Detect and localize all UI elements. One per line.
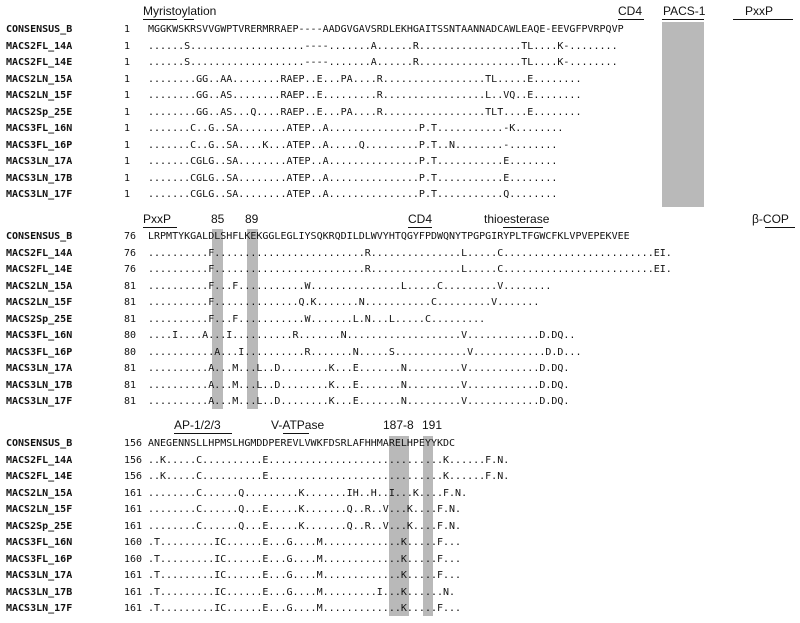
start-position: 1 <box>124 40 131 52</box>
alignment-row <box>6 436 455 451</box>
sequence-name: MACS2LN_15F <box>6 297 73 308</box>
sequence-name: MACS2LN_15A <box>6 73 73 85</box>
sequence-name: CONSENSUS_B <box>6 24 73 35</box>
alignment-row <box>6 72 581 87</box>
feature-bar <box>662 19 704 20</box>
start-position: 80 <box>124 330 137 341</box>
sequence-name: MACS2LN_15A <box>6 487 73 499</box>
sequence-text: .T.........IC......E...G....M.............K.....F... <box>148 570 462 581</box>
sequence-name: MACS2FL_14E <box>6 264 73 275</box>
sequence-name: MACS3FL_16N <box>6 330 73 341</box>
alignment-row <box>6 22 624 37</box>
start-position: 156 <box>124 471 143 482</box>
alignment-row <box>6 601 461 616</box>
feature-85: 85 <box>211 212 225 226</box>
sequence-text: ..........F.........................R...............L.....C.........................EI. <box>148 264 672 275</box>
start-position: 156 <box>124 438 143 449</box>
sequence-text: ..........F...F...........W.......L.N...L.....C......... <box>148 313 486 325</box>
alignment-row <box>6 552 461 567</box>
sequence-text: ..K.....C..........E.............................K......F.N. <box>148 454 510 466</box>
feature-myristoylation: Myristoylation <box>143 4 217 18</box>
start-position: 1 <box>124 156 131 167</box>
start-position: 81 <box>124 363 137 374</box>
sequence-name: MACS3LN_17A <box>6 570 73 581</box>
sequence-name: MACS2Sp_25E <box>6 313 73 325</box>
sequence-text: LRPMTYKGALDLSHFLKEKGGLEGLIYSQKRQDILDLWVYHTQGYFPDWQNYTPGPGIRYPLTFGWCFKLVPVEPEKVEE <box>148 231 630 242</box>
sequence-name: MACS3LN_17B <box>6 172 73 184</box>
feature-bar <box>408 227 432 228</box>
start-position: 76 <box>124 231 137 242</box>
alignment-row <box>6 585 455 600</box>
feature-bar <box>283 433 309 434</box>
sequence-text: ANEGENNSLLHPMSLHGMDDPEREVLVWKFDSRLAFHHMARELHPEYYKDC <box>148 438 456 449</box>
sequence-text: .......C..G..SA........ATEP..A...............P.T...........-K........ <box>148 123 564 134</box>
start-position: 81 <box>124 297 137 308</box>
sequence-text: ........GG..AS........RAEP..E.........R.................L..VQ..E........ <box>148 90 582 101</box>
feature-pxxp: PxxP <box>143 212 172 226</box>
alignment-row <box>6 39 618 54</box>
sequence-text: ....I....A...I..........R.......N...................V............D.DQ.. <box>148 330 576 341</box>
alignment-row <box>6 55 618 70</box>
start-position: 161 <box>124 586 143 598</box>
start-position: 76 <box>124 247 137 259</box>
sequence-name: MACS2LN_15A <box>6 280 73 292</box>
feature-89: 89 <box>245 212 259 226</box>
sequence-text: ..........F..............Q.K.......N...........C.........V....... <box>148 297 540 308</box>
sequence-text: ........C......Q.........K.......IH..H..I...K....F.N. <box>148 487 468 499</box>
sequence-text: .......CGLG..SA........ATEP..A...............P.T...........Q........ <box>148 189 558 200</box>
feature-bar <box>733 19 793 20</box>
feature-cd4: CD4 <box>618 4 643 18</box>
start-position: 80 <box>124 346 137 358</box>
sequence-name: MACS3LN_17A <box>6 156 73 167</box>
feature-bar <box>143 19 177 20</box>
sequence-name: MACS3FL_16P <box>6 346 73 358</box>
sequence-text: ..........A...M...L..D........K...E.......N.........V............D.DQ. <box>148 363 570 374</box>
start-position: 1 <box>124 90 131 101</box>
sequence-name: MACS2FL_14E <box>6 471 73 482</box>
sequence-text: MGGKWSKRSVVGWPTVRERMRRAEP----AADGVGAVSRDLEKHGAITSSNTAANNADCAWLEAQE-EEVGFPVRPQVP <box>148 24 624 35</box>
sequence-text: ..........F.........................R...............L.....C.........................EI. <box>148 247 672 259</box>
feature-bar <box>174 433 232 434</box>
start-position: 81 <box>124 280 137 292</box>
sequence-name: MACS3LN_17B <box>6 379 73 391</box>
start-position: 1 <box>124 172 131 184</box>
sequence-name: CONSENSUS_B <box>6 231 73 242</box>
start-position: 160 <box>124 553 143 565</box>
sequence-text: ........C......Q...E.....K.......Q..R..V...K....F.N. <box>148 520 462 532</box>
sequence-text: ..........A...M...L..D........K...E.......N.........V............D.DQ. <box>148 379 570 391</box>
sequence-name: MACS2Sp_25E <box>6 106 73 118</box>
alignment-row <box>6 246 672 261</box>
feature-bar <box>184 19 194 20</box>
feature-pacs1: PACS-1 <box>663 4 706 18</box>
start-position: 1 <box>124 123 131 134</box>
sequence-name: MACS2FL_14E <box>6 57 73 68</box>
alignment-row <box>6 378 569 393</box>
alignment-row <box>6 171 557 186</box>
sequence-name: MACS2FL_14A <box>6 247 73 259</box>
feature-ap123: AP-1/2/3 <box>174 418 221 432</box>
alignment-row <box>6 394 569 409</box>
sequence-text: .......C..G..SA....K...ATEP..A.....Q.........P.T..N........-........ <box>148 139 558 151</box>
sequence-text: .T.........IC......E...G....M.............K.....F... <box>148 537 462 548</box>
sequence-text: ........GG..AA........RAEP..E...PA....R.................TL.....E........ <box>148 73 582 85</box>
sequence-name: MACS3LN_17B <box>6 586 73 598</box>
sequence-name: MACS3FL_16N <box>6 123 73 134</box>
feature-cd4: CD4 <box>408 212 433 226</box>
sequence-text: ........C......Q...E.....K.......Q..R..V...K....F.N. <box>148 504 462 515</box>
alignment-row <box>6 121 563 136</box>
sequence-text: ...........A...I..........R.......N.....S............V............D.D... <box>148 346 582 358</box>
feature-191: 191 <box>422 418 443 432</box>
alignment-row <box>6 345 581 360</box>
sequence-name: MACS2FL_14A <box>6 40 73 52</box>
feature-pxxp: PxxP <box>745 4 774 18</box>
feature-bar <box>618 19 644 20</box>
sequence-name: MACS2LN_15F <box>6 504 73 515</box>
feature-187-8: 187-8 <box>383 418 414 432</box>
sequence-text: ......S...................----.......A......R.................TL....K-........ <box>148 40 618 52</box>
alignment-row <box>6 312 485 327</box>
alignment-row <box>6 187 557 202</box>
start-position: 161 <box>124 570 143 581</box>
sequence-name: CONSENSUS_B <box>6 438 73 449</box>
start-position: 161 <box>124 520 143 532</box>
start-position: 161 <box>124 603 143 614</box>
feature-bar <box>143 227 177 228</box>
alignment-row <box>6 88 581 103</box>
alignment-row <box>6 105 581 120</box>
start-position: 81 <box>124 396 137 407</box>
start-position: 1 <box>124 57 131 68</box>
sequence-name: MACS3LN_17F <box>6 189 73 200</box>
start-position: 1 <box>124 24 131 35</box>
alignment-row <box>6 262 672 277</box>
start-position: 81 <box>124 379 137 391</box>
alignment-row <box>6 469 509 484</box>
sequence-name: MACS3FL_16N <box>6 537 73 548</box>
start-position: 1 <box>124 106 131 118</box>
start-position: 1 <box>124 73 131 85</box>
sequence-name: MACS3LN_17F <box>6 396 73 407</box>
feature-bar <box>503 227 543 228</box>
sequence-name: MACS3LN_17F <box>6 603 73 614</box>
start-position: 1 <box>124 139 131 151</box>
alignment-row <box>6 568 461 583</box>
pacs1-highlight <box>662 22 704 207</box>
alignment-row <box>6 328 575 343</box>
sequence-text: .T.........IC......E...G....M.............K.....F... <box>148 553 462 565</box>
sequence-text: ........GG..AS...Q....RAEP..E...PA....R.................TLT....E........ <box>148 106 582 118</box>
alignment-row <box>6 519 461 534</box>
feature-v-atpase: V-ATPase <box>271 418 325 432</box>
start-position: 161 <box>124 487 143 499</box>
alignment-row <box>6 453 509 468</box>
start-position: 1 <box>124 189 131 200</box>
alignment-row <box>6 138 557 153</box>
sequence-name: MACS2LN_15F <box>6 90 73 101</box>
alignment-row <box>6 361 569 376</box>
alignment-row <box>6 502 461 517</box>
start-position: 156 <box>124 454 143 466</box>
sequence-text: ..........A...M...L..D........K...E.......N.........V............D.DQ. <box>148 396 570 407</box>
alignment-row <box>6 535 461 550</box>
sequence-text: ..K.....C..........E.............................K......F.N. <box>148 471 510 482</box>
start-position: 160 <box>124 537 143 548</box>
alignment-row <box>6 154 557 169</box>
feature-thioesterase: thioesterase <box>484 212 550 226</box>
sequence-name: MACS3LN_17A <box>6 363 73 374</box>
sequence-text: ......S...................----.......A......R.................TL....K-........ <box>148 57 618 68</box>
sequence-name: MACS3FL_16P <box>6 139 73 151</box>
sequence-text: .......CGLG..SA........ATEP..A...............P.T...........E........ <box>148 172 558 184</box>
start-position: 161 <box>124 504 143 515</box>
sequence-text: .T.........IC......E...G....M.............K.....F... <box>148 603 462 614</box>
sequence-name: MACS2Sp_25E <box>6 520 73 532</box>
alignment-row <box>6 486 467 501</box>
feature-bar <box>765 227 795 228</box>
alignment-row <box>6 279 551 294</box>
start-position: 81 <box>124 313 137 325</box>
start-position: 76 <box>124 264 137 275</box>
sequence-text: .......CGLG..SA........ATEP..A...............P.T...........E........ <box>148 156 558 167</box>
sequence-name: MACS2FL_14A <box>6 454 73 466</box>
sequence-name: MACS3FL_16P <box>6 553 73 565</box>
feature-beta-cop: β-COP <box>752 212 789 226</box>
alignment-row <box>6 295 539 310</box>
sequence-text: ..........F...F...........W...............L.....C.........V........ <box>148 280 552 292</box>
alignment-row <box>6 229 630 244</box>
sequence-text: .T.........IC......E...G....M.........I...K......N. <box>148 586 456 598</box>
